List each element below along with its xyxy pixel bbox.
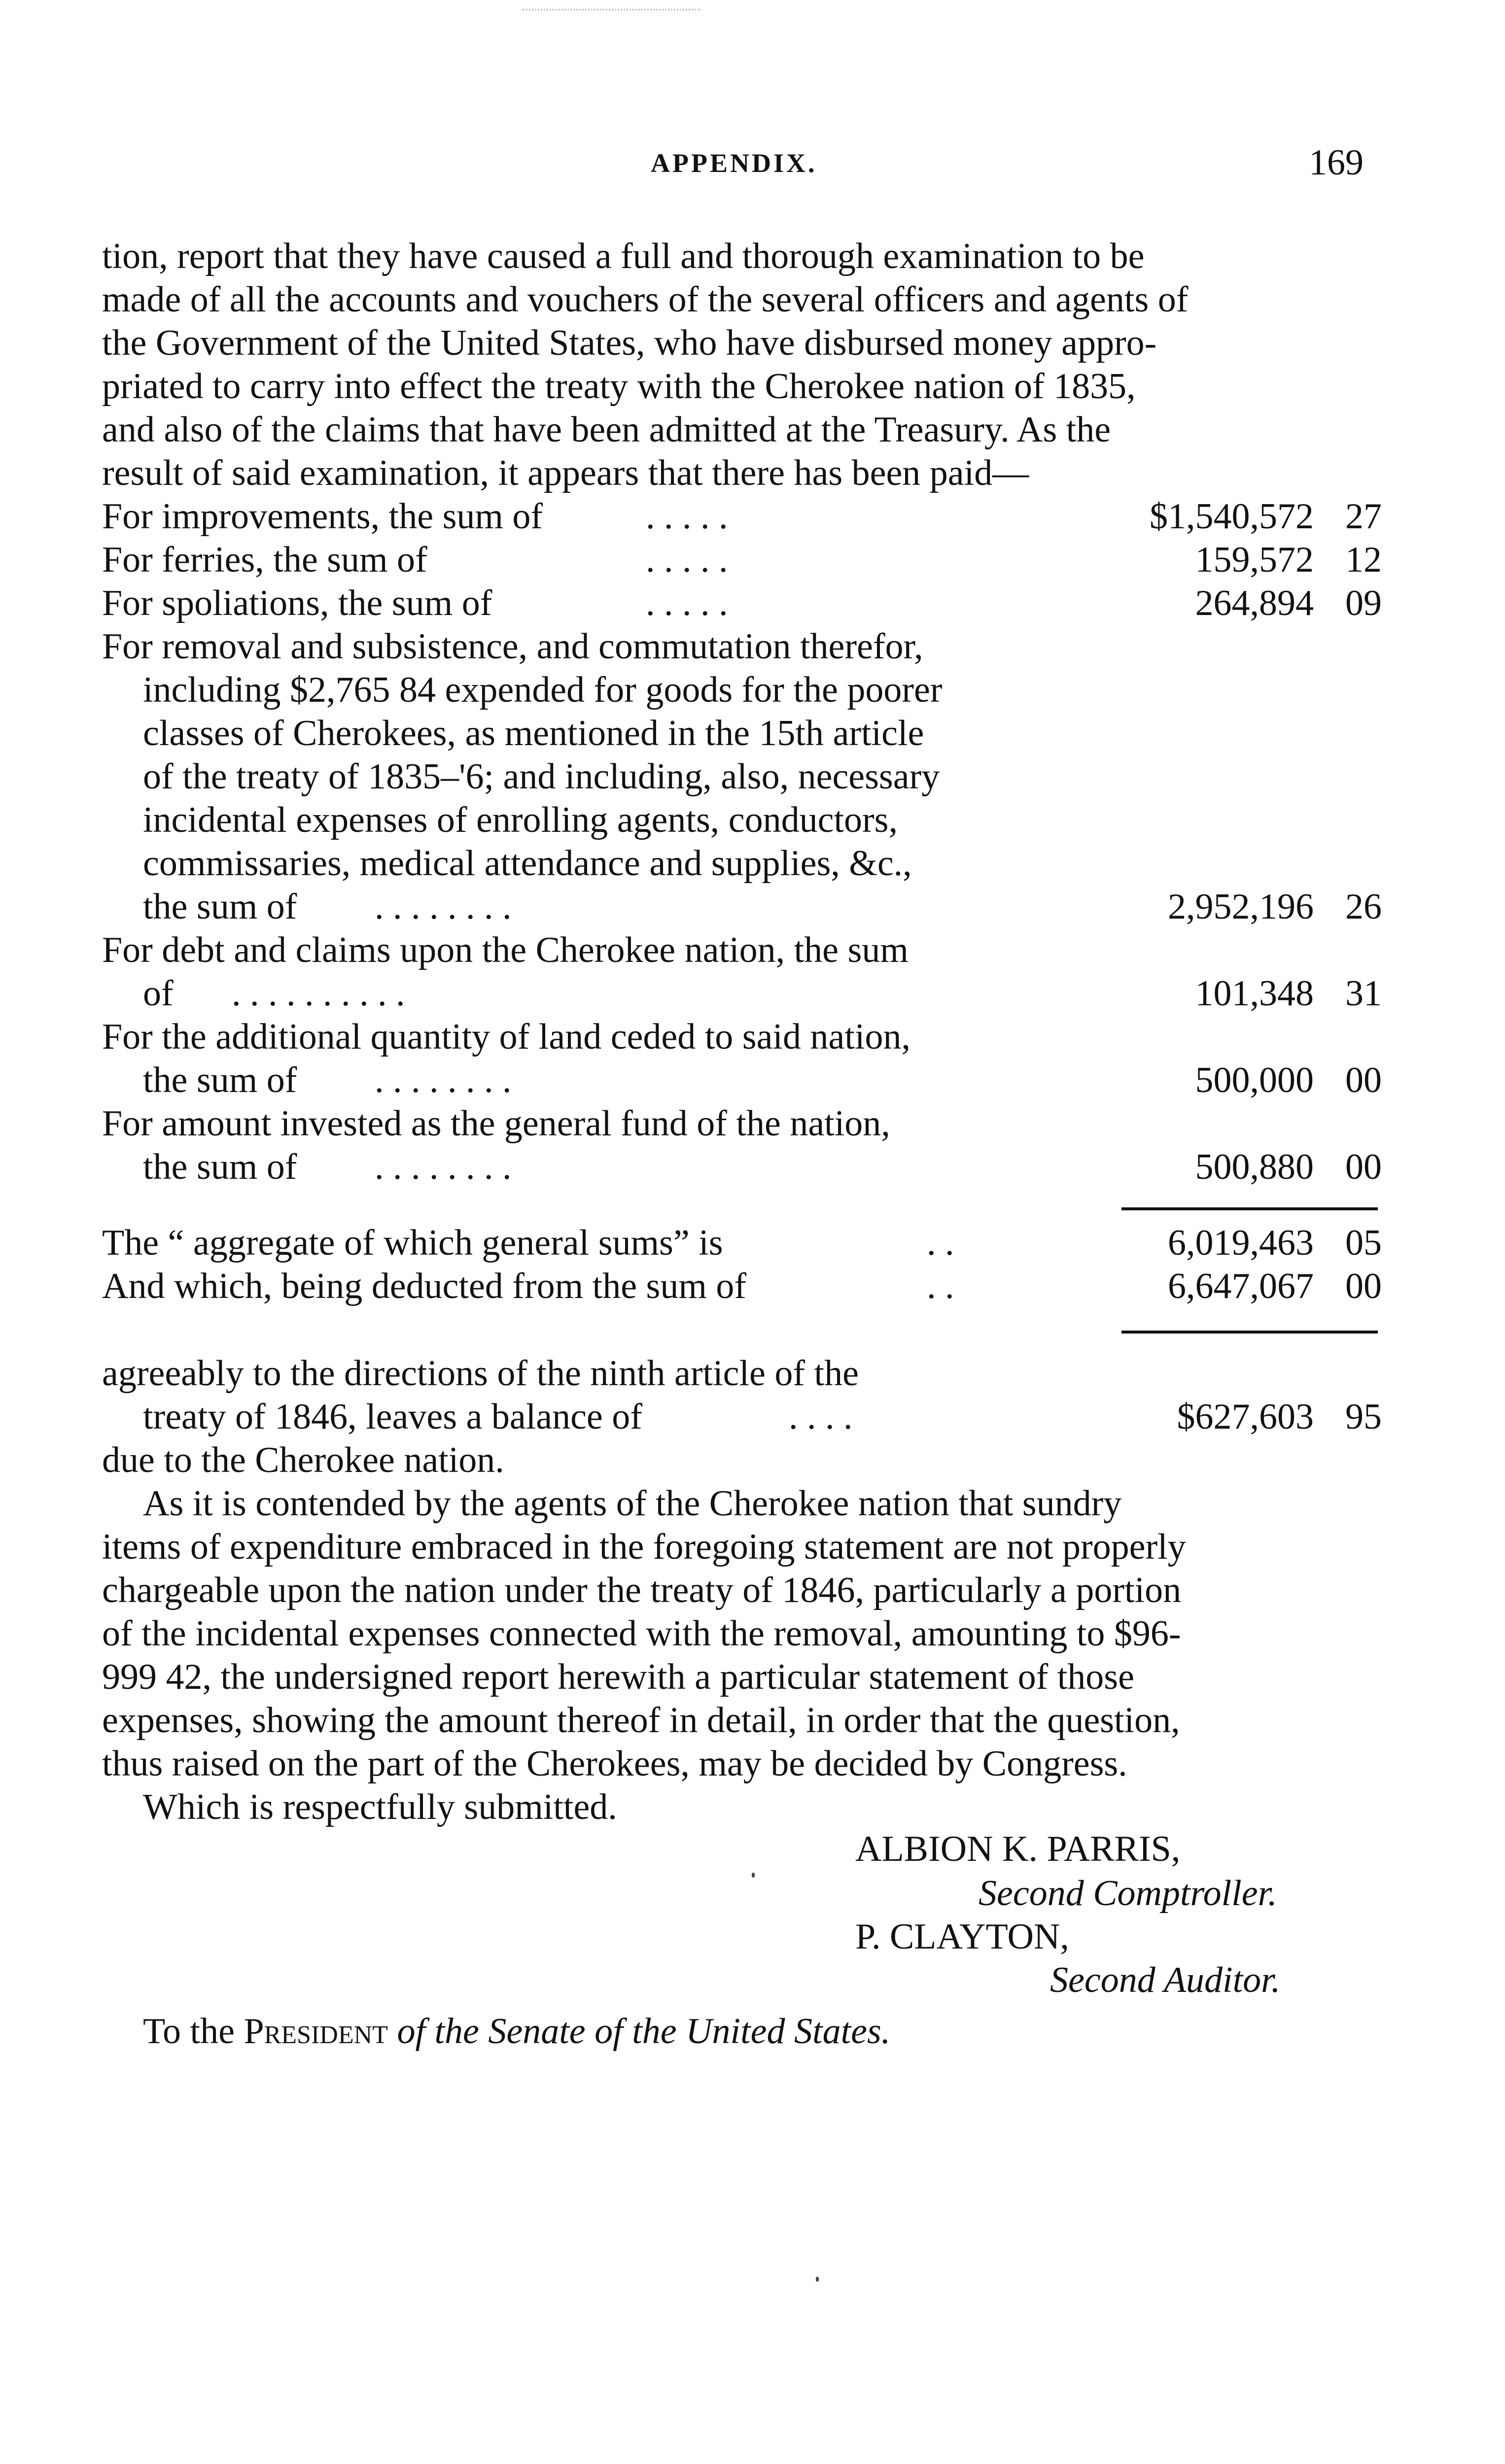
balance-line-1: agreeably to the directions of the ninth article of the: [102, 1353, 859, 1394]
closing-line-3: chargeable upon the nation under the treaty of 1846, particularly a portion: [102, 1570, 1182, 1610]
item-removal-line-5: incidental expenses of enrolling agents, conductors,: [143, 800, 898, 840]
closing-line-1: As it is contended by the agents of the Cherokee nation that sundry: [143, 1483, 1122, 1524]
sum-rule-lower: [1121, 1331, 1378, 1334]
item-debt-dollars: 101,348: [1195, 973, 1314, 1014]
item-fund-cents: 00: [1345, 1147, 1382, 1187]
item-land-line-2: the sum of: [143, 1060, 297, 1100]
item-removal-cents: 26: [1345, 887, 1382, 927]
intro-line-3: the Government of the United States, who have disbursed money appro-: [102, 323, 1157, 363]
item-removal-line-6: commissaries, medical attendance and supplies, &c.,: [143, 843, 912, 884]
deducted-cents: 00: [1345, 1266, 1382, 1306]
addressee-to: To the: [143, 2011, 235, 2052]
closing-line-7: thus raised on the part of the Cherokees, may be decided by Congress.: [102, 1744, 1127, 1784]
item-ferries-label: For ferries, the sum of: [102, 540, 427, 580]
aggregate-leader: . .: [927, 1223, 954, 1263]
item-removal-line-1: For removal and subsistence, and commutation therefor,: [102, 626, 923, 667]
scan-dust: [523, 9, 700, 15]
scan-speck: [816, 2277, 819, 2282]
scan-speck: [752, 1873, 755, 1878]
item-spoliations-label: For spoliations, the sum of: [102, 583, 492, 623]
addressee-rest: of the Senate of the United States.: [397, 2011, 891, 2052]
item-removal-line-3: classes of Cherokees, as mentioned in the 15th article: [143, 713, 924, 753]
item-debt-cents: 31: [1345, 973, 1382, 1014]
closing-line-6: expenses, showing the amount thereof in detail, in order that the question,: [102, 1700, 1180, 1741]
balance-line-2: treaty of 1846, leaves a balance of: [143, 1397, 642, 1437]
item-fund-line-2: the sum of: [143, 1147, 297, 1187]
closing-line-2: items of expenditure embraced in the foregoing statement are not properly: [102, 1527, 1186, 1567]
deducted-label: And which, being deducted from the sum of: [102, 1266, 747, 1306]
sum-rule-upper: [1121, 1207, 1378, 1210]
item-removal-line-2: including $2,765 84 expended for goods for the poorer: [143, 670, 943, 710]
balance-leader: . . . .: [789, 1397, 853, 1437]
item-removal-leader: . . . . . . . .: [375, 887, 512, 927]
item-land-leader: . . . . . . . .: [375, 1060, 512, 1100]
item-spoliations-cents: 09: [1345, 583, 1382, 623]
page-number: 169: [1309, 142, 1364, 183]
addressee-president: President: [244, 2011, 388, 2052]
item-land-line-1: For the additional quantity of land ceded to said nation,: [102, 1017, 910, 1057]
item-improvements-cents: 27: [1345, 496, 1382, 537]
item-improvements-label: For improvements, the sum of: [102, 496, 543, 537]
closing-line-8: Which is respectfully submitted.: [143, 1787, 617, 1827]
item-removal-line-4: of the treaty of 1835–'6; and including, also, necessary: [143, 756, 940, 797]
item-spoliations-leader: . . . . .: [646, 583, 728, 623]
item-fund-dollars: 500,880: [1195, 1147, 1314, 1187]
intro-line-6: result of said examination, it appears that there has been paid—: [102, 453, 1029, 493]
signatory-1-title: Second Comptroller.: [979, 1873, 1277, 1914]
signatory-1-name: ALBION K. PARRIS,: [855, 1829, 1181, 1869]
closing-line-4: of the incidental expenses connected with the removal, amounting to $96-: [102, 1613, 1181, 1654]
item-ferries-dollars: 159,572: [1195, 540, 1314, 580]
aggregate-cents: 05: [1345, 1223, 1382, 1263]
closing-line-5: 999 42, the undersigned report herewith a particular statement of those: [102, 1657, 1134, 1697]
balance-line-3: due to the Cherokee nation.: [102, 1440, 504, 1480]
signatory-2-name: P. CLAYTON,: [855, 1916, 1069, 1957]
balance-dollars: $627,603: [1177, 1397, 1314, 1437]
balance-cents: 95: [1345, 1397, 1382, 1437]
item-ferries-cents: 12: [1345, 540, 1382, 580]
intro-line-5: and also of the claims that have been admitted at the Treasury. As the: [102, 410, 1111, 450]
intro-line-1: tion, report that they have caused a full and thorough examination to be: [102, 236, 1145, 276]
aggregate-label: The “ aggregate of which general sums” is: [102, 1223, 723, 1263]
item-ferries-leader: . . . . .: [646, 540, 728, 580]
item-debt-line-1: For debt and claims upon the Cherokee nation, the sum: [102, 930, 909, 970]
item-debt-leader: . . . . . . . . . .: [232, 973, 405, 1014]
item-land-dollars: 500,000: [1195, 1060, 1314, 1100]
running-header: APPENDIX.: [651, 148, 817, 178]
deducted-dollars: 6,647,067: [1168, 1266, 1314, 1306]
intro-line-2: made of all the accounts and vouchers of the several officers and agents of: [102, 279, 1189, 320]
item-land-cents: 00: [1345, 1060, 1382, 1100]
item-debt-line-2: of: [143, 973, 174, 1014]
item-spoliations-dollars: 264,894: [1195, 583, 1314, 623]
intro-line-4: priated to carry into effect the treaty with the Cherokee nation of 1835,: [102, 366, 1136, 407]
item-improvements-leader: . . . . .: [646, 496, 728, 537]
item-fund-line-1: For amount invested as the general fund of the nation,: [102, 1103, 890, 1144]
item-fund-leader: . . . . . . . .: [375, 1147, 512, 1187]
aggregate-dollars: 6,019,463: [1168, 1223, 1314, 1263]
deducted-leader: . .: [927, 1266, 954, 1306]
item-removal-line-7: the sum of: [143, 887, 297, 927]
addressee: [143, 2011, 890, 2053]
item-improvements-dollars: $1,540,572: [1150, 496, 1314, 537]
item-removal-dollars: 2,952,196: [1168, 887, 1314, 927]
signatory-2-title: Second Auditor.: [1050, 1960, 1281, 2000]
